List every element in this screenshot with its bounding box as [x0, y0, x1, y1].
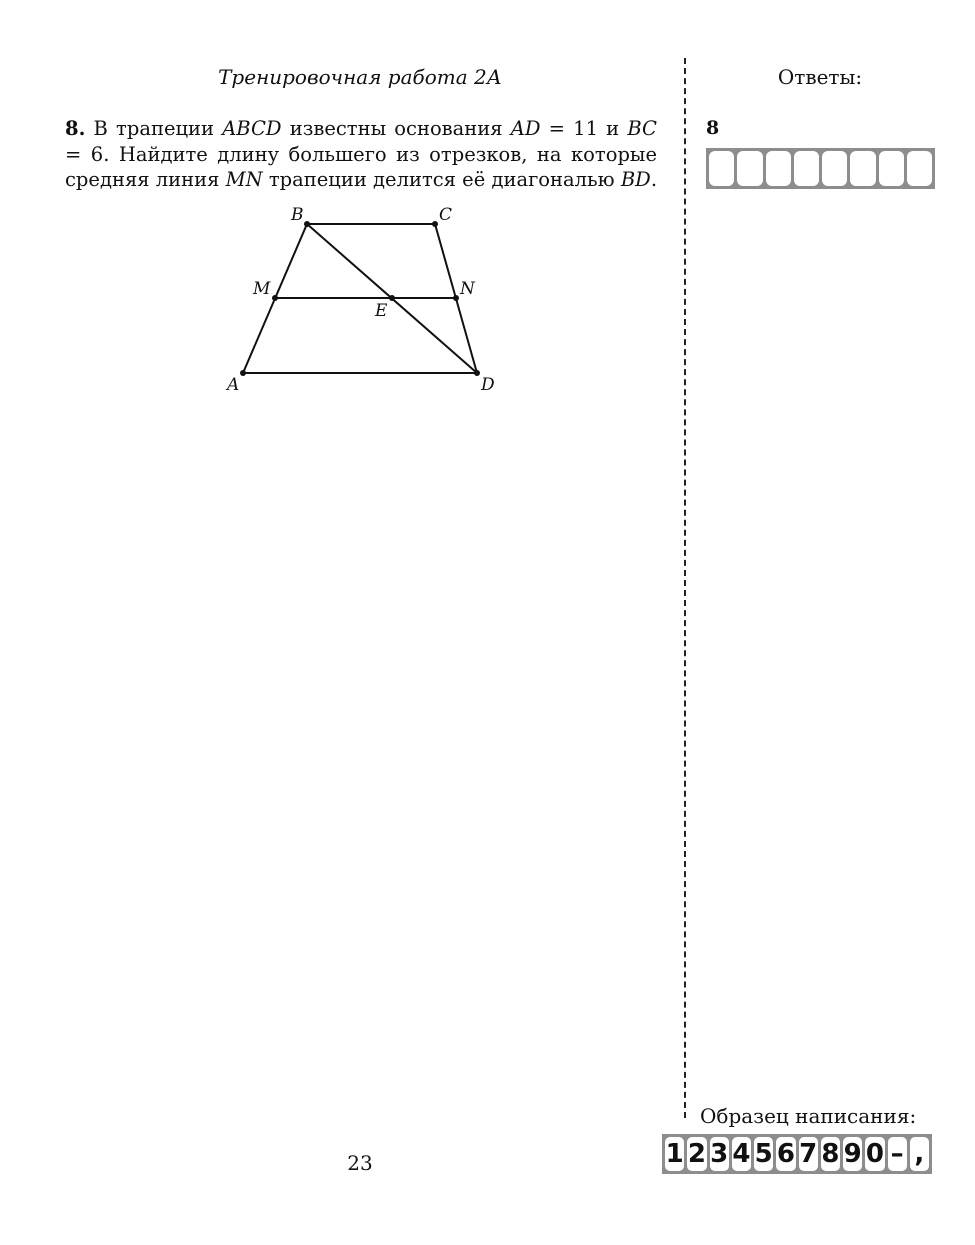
point-m [272, 295, 278, 301]
trapezoid-figure [215, 200, 515, 400]
sample-glyph: 4 [732, 1139, 751, 1169]
problem-text [65, 116, 657, 193]
math-mn: MN [225, 168, 263, 191]
problem-text-part: = 6. Найдите длину большего из отрезков, на которые средняя линия [65, 142, 657, 191]
sample-glyph: 7 [799, 1139, 818, 1169]
math-bc: BC [627, 117, 657, 140]
label-m: M [253, 279, 271, 299]
sample-writing-box [662, 1134, 932, 1174]
answer-cell[interactable] [737, 151, 762, 186]
math-bd: BD [620, 168, 651, 191]
dashed-divider [684, 58, 686, 1118]
point-b [304, 221, 310, 227]
problem-text-part: В трапеции [85, 117, 223, 140]
label-d: D [481, 375, 495, 395]
answer-number: 8 [706, 117, 720, 139]
label-b: B [291, 205, 304, 225]
answer-cell[interactable] [879, 151, 904, 186]
problem-text-part: трапеции делится её диагональю [262, 168, 621, 191]
label-a: A [227, 375, 240, 395]
label-n: N [460, 279, 475, 299]
point-d [474, 370, 480, 376]
sample-glyph: 5 [754, 1139, 773, 1169]
math-abcd: ABCD [222, 117, 282, 140]
answer-input-box[interactable] [706, 148, 935, 189]
sample-glyph: 9 [843, 1139, 862, 1169]
sample-glyph: 3 [710, 1139, 729, 1169]
answer-cell[interactable] [766, 151, 791, 186]
point-e [389, 295, 395, 301]
point-n [453, 295, 459, 301]
problem-text-part: = 11 и [540, 117, 628, 140]
answer-cell[interactable] [850, 151, 875, 186]
sample-glyph: 8 [821, 1139, 840, 1169]
point-a [240, 370, 246, 376]
sample-glyph: , [910, 1137, 929, 1171]
answer-cell[interactable] [907, 151, 932, 186]
problem-text-part: известны основания [281, 117, 511, 140]
answer-cell[interactable] [794, 151, 819, 186]
page-header-title: Тренировочная работа 2А [218, 65, 502, 89]
answers-column-title: Ответы: [777, 65, 863, 89]
sample-glyph: 6 [776, 1139, 795, 1169]
sample-glyph: 1 [665, 1139, 684, 1169]
label-c: C [439, 205, 453, 225]
sample-glyph: 0 [865, 1139, 884, 1169]
answer-cell[interactable] [822, 151, 847, 186]
problem-number: 8. [65, 117, 86, 140]
answer-cell[interactable] [709, 151, 734, 186]
math-ad: AD [510, 117, 541, 140]
sample-glyph: – [888, 1137, 907, 1171]
page-number: 23 [347, 1151, 373, 1175]
sample-label: Образец написания: [700, 1104, 917, 1128]
problem-text-part: . [650, 168, 658, 191]
sample-glyph: 2 [687, 1139, 706, 1169]
label-e: E [375, 301, 388, 321]
point-c [432, 221, 438, 227]
